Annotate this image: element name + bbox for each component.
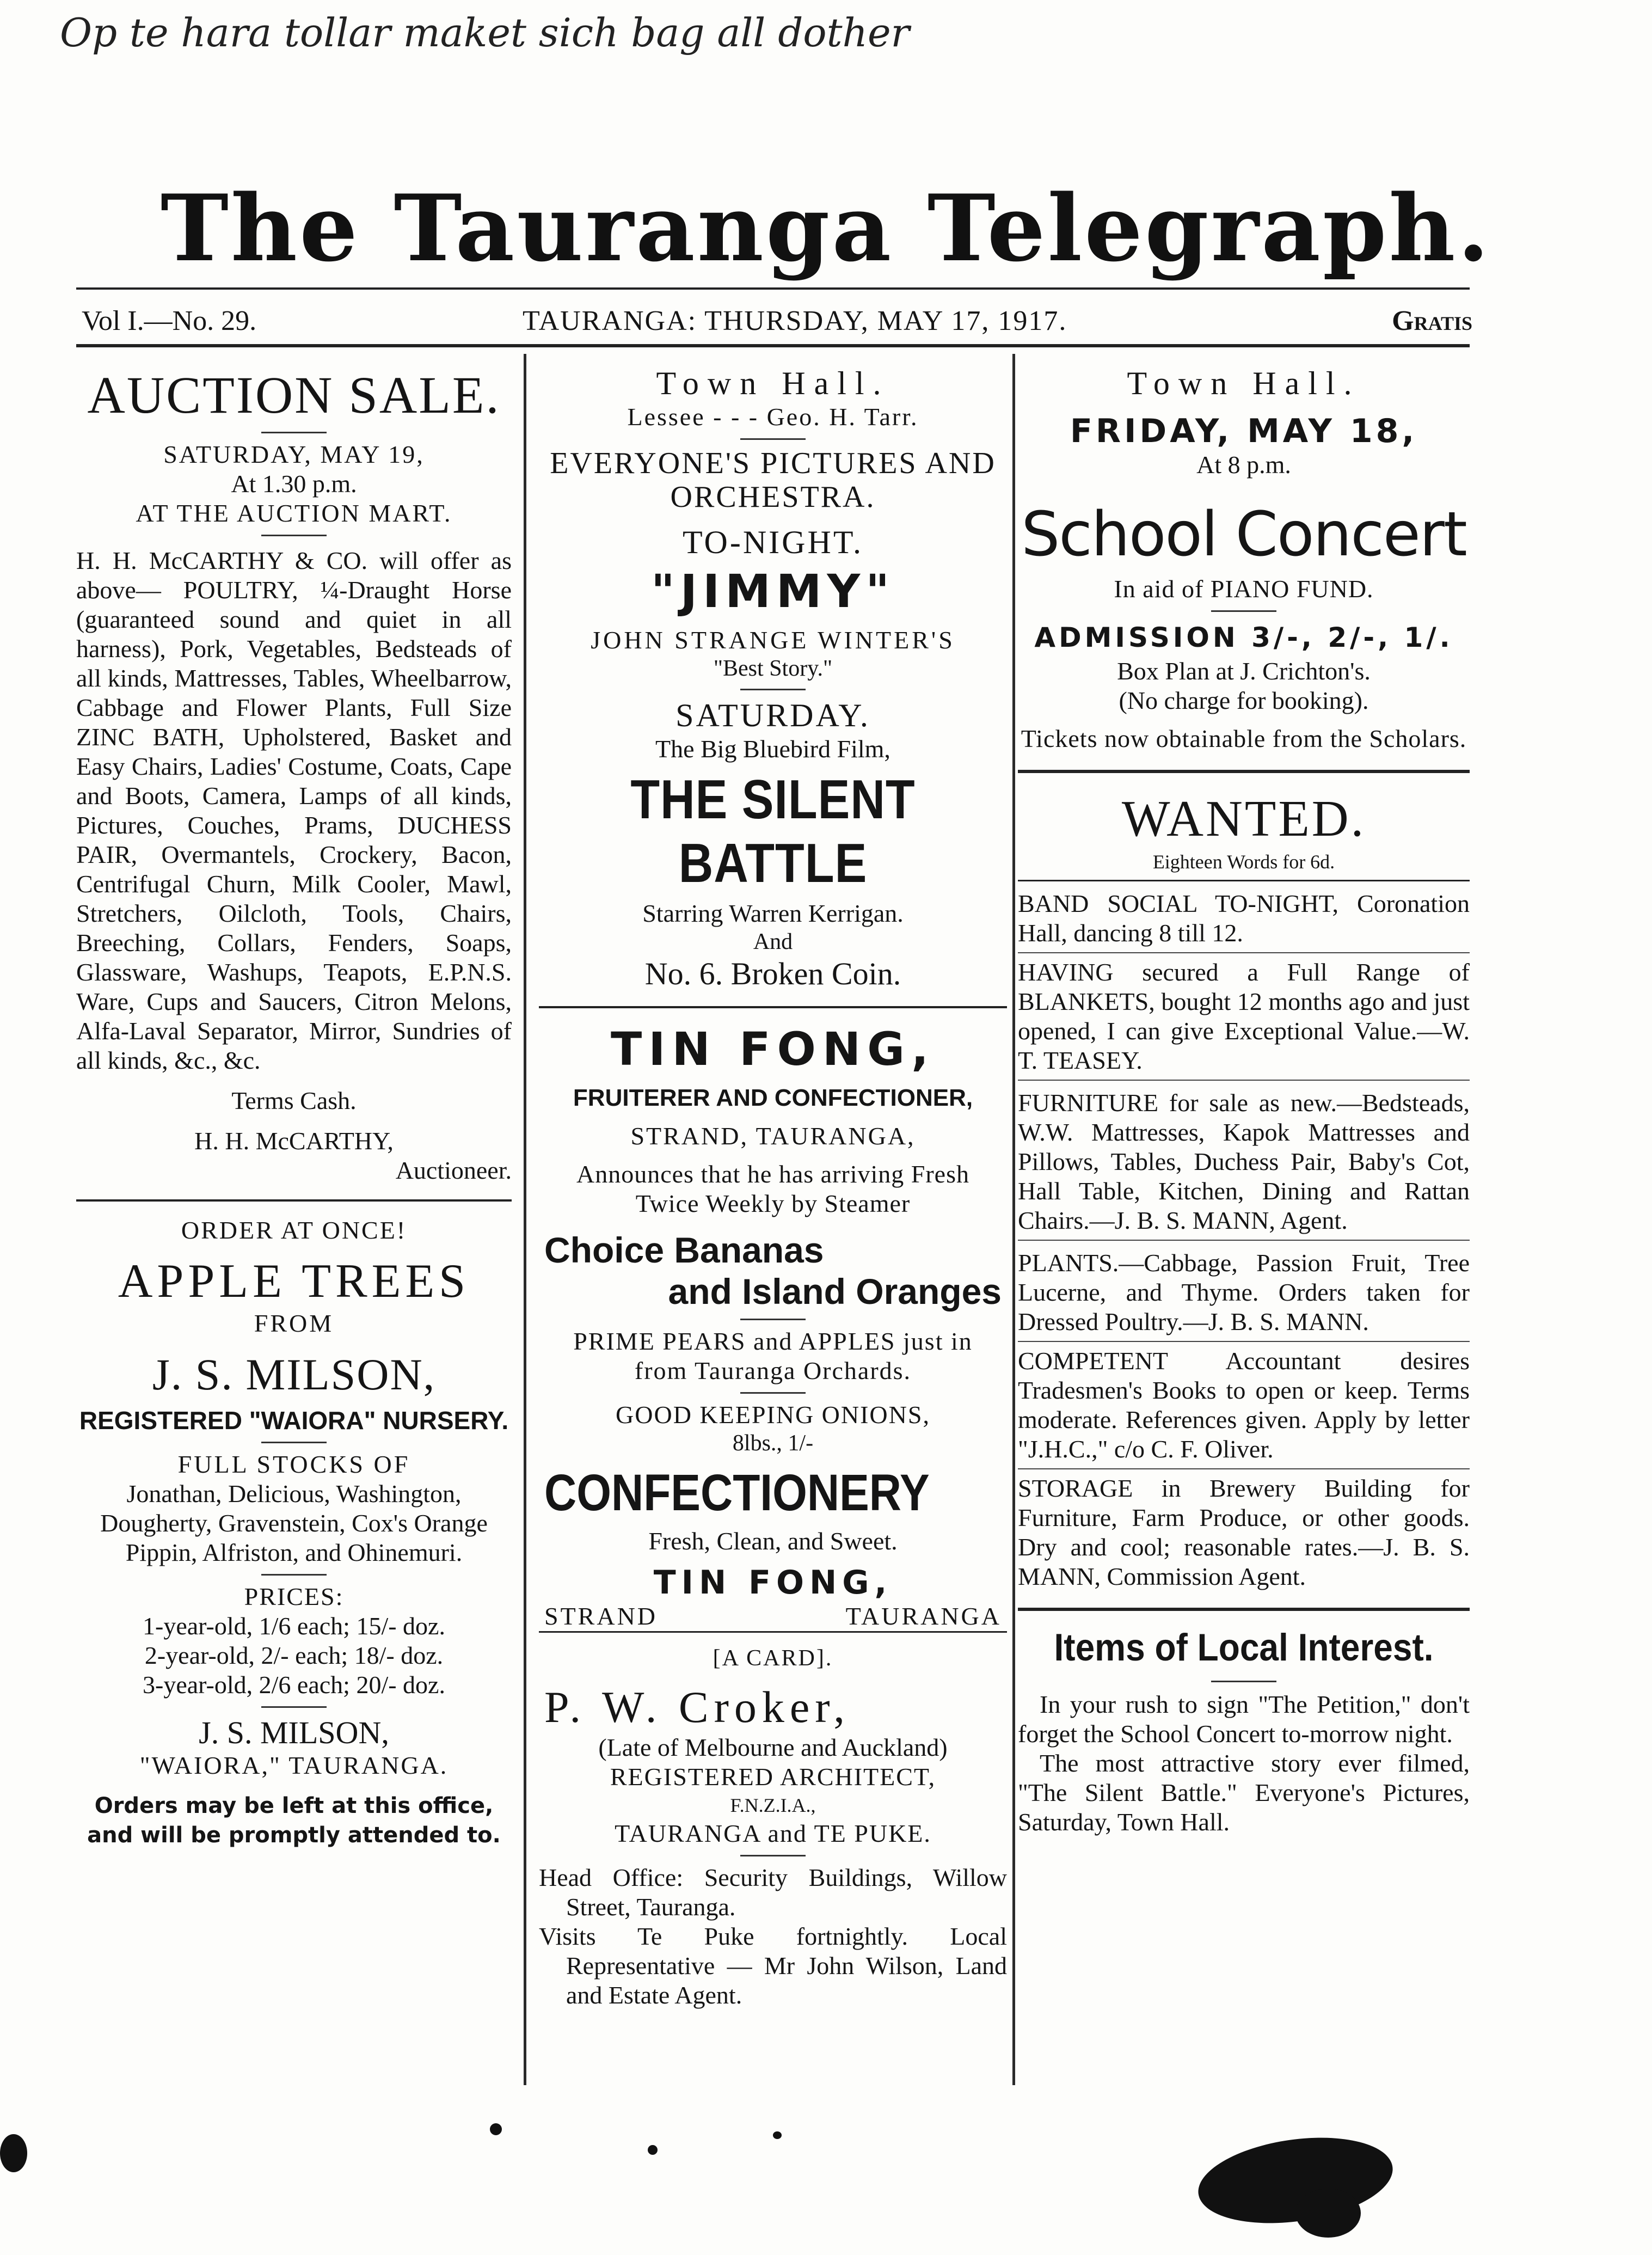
column-2 <box>539 359 1007 2010</box>
lessee-line: Lessee - - - Geo. H. Tarr. <box>627 403 919 431</box>
auction-time: At 1.30 p.m. <box>231 470 357 498</box>
keeping-onions: GOOD KEEPING ONIONS, <box>616 1401 930 1429</box>
price-line: 3-year-old, 2/6 each; 20/- doz. <box>143 1671 445 1699</box>
ink-stain <box>648 2145 658 2155</box>
dateline-date: TAURANGA: THURSDAY, MAY 17, 1917. <box>523 305 1067 336</box>
ink-stain <box>1295 2189 1361 2238</box>
divider <box>261 432 327 433</box>
tauranga-label: TAURANGA <box>845 1602 1002 1630</box>
prime-pears: PRIME PEARS and APPLES just in from Tauranga Orchards. <box>573 1327 973 1384</box>
confectionery-title: CONFECTIONERY <box>544 1464 930 1522</box>
classified-furniture: FURNITURE for sale as new.—Bedsteads, W.W. Mattresses, Kapok Mattresses and Pillows, Tables, Duchess Pair, Baby's Cot, Hall Table, Kitchen, Dining and Rattan Chairs.—J. B. S. MANN, Agent. <box>1018 1088 1470 1241</box>
tin-fong-announce: Announces that he has arriving Fresh Twice Weekly by Steamer <box>576 1160 969 1217</box>
town-hall-heading: Town Hall. <box>1127 365 1361 401</box>
tin-fong-place <box>539 1602 1007 1633</box>
masthead: The Tauranga Telegraph. <box>160 174 1492 282</box>
divider <box>740 1319 806 1320</box>
saturday-heading: SATURDAY. <box>675 697 870 733</box>
box-plan: Box Plan at J. Crichton's. <box>1117 657 1371 685</box>
milson-place: "WAIORA," TAURANGA. <box>139 1751 449 1779</box>
film-story: "Best Story." <box>713 656 833 681</box>
prices-title: PRICES: <box>244 1583 344 1610</box>
divider <box>1211 610 1276 612</box>
local-item: In your rush to sign "The Petition," don't forget the School Concert to-morrow night. <box>1018 1690 1470 1748</box>
volume-number: Vol I.—No. 29. <box>82 305 257 336</box>
croker-place: TAURANGA and TE PUKE. <box>615 1819 931 1847</box>
classified-storage: STORAGE in Brewery Building for Furniture, Farm Produce, or other goods. Dry and cool; reasonable rates.—J. B. S. MANN, Commission Agent. <box>1018 1474 1470 1590</box>
divider <box>740 689 806 690</box>
croker-registered: REGISTERED ARCHITECT, <box>610 1763 936 1791</box>
full-stocks: FULL STOCKS OF <box>177 1450 410 1478</box>
choice-bananas: Choice Bananas <box>544 1230 824 1270</box>
town-hall-heading: Town Hall. <box>656 365 890 401</box>
apple-from: FROM <box>254 1309 334 1337</box>
tin-fong-title: TIN FONG, <box>610 1022 936 1076</box>
concert-time: At 8 p.m. <box>1196 451 1291 479</box>
tickets-note: Tickets now obtainable from the Scholars. <box>1021 725 1467 752</box>
auction-terms: Terms Cash. <box>231 1087 357 1114</box>
ink-stain <box>773 2131 782 2139</box>
price-line: 1-year-old, 1/6 each; 15/- doz. <box>143 1612 445 1640</box>
divider <box>740 438 806 440</box>
wanted-title: WANTED. <box>1121 791 1366 847</box>
wanted-rate: Eighteen Words for 6d. <box>1018 848 1470 881</box>
milson-name: J. S. MILSON, <box>152 1350 436 1399</box>
tin-fong-strand: STRAND, TAURANGA, <box>630 1122 916 1150</box>
divider <box>740 1392 806 1394</box>
croker-name: P. W. Croker, <box>544 1682 850 1732</box>
classified-blankets: HAVING secured a Full Range of BLANKETS, bought 12 months ago and just opened, I can give Exceptional Value.—W. T. TEASEY. <box>1018 958 1470 1081</box>
auction-body: H. H. McCARTHY & CO. will offer as above— POULTRY, ¼-Draught Horse (guaranteed sound and quiet in all harness), Pork, Vegetables, Bedsteads of all kinds, Mattresses, Tables, Wheelbarrow, Cabbage and Flower Plants, Full Size ZINC BATH, Upholstered, Basket and Easy Chairs, Ladies' Costume, Coats, Cape and Boots, Camera, Lamps of all kinds, Pictures, Couches, Prams, DUCHESS PAIR, Overmantels, Crockery, Bacon, Centrifugal Churn, Milk Cooler, Mawl, Stretchers, Oilcloth, Tools, Chairs, Breeching, Collars, Fenders, Soaps, Glassware, Washups, Teapots, E.P.N.S. Ware, Cups and Saucers, Citron Melons, Alfa-Laval Separator, Mirror, Sundries of all kinds, &c., &c. <box>76 547 512 1074</box>
local-item: The most attractive story ever filmed, "The Silent Battle." Everyone's Pictures, Saturday, Town Hall. <box>1018 1749 1470 1836</box>
fresh-clean-sweet: Fresh, Clean, and Sweet. <box>648 1527 898 1555</box>
film-jimmy: "JIMMY" <box>650 565 895 618</box>
concert-date: FRIDAY, MAY 18, <box>1070 412 1418 450</box>
broken-coin-line: No. 6. Broken Coin. <box>644 956 901 991</box>
film-author: JOHN STRANGE WINTER'S <box>591 626 955 654</box>
divider <box>1211 1681 1276 1682</box>
divider <box>740 1855 806 1856</box>
dateline-rule <box>76 344 1470 347</box>
orders-note: Orders may be left at this office, and will be promptly attended to. <box>87 1793 501 1848</box>
section-rule <box>1018 1608 1470 1611</box>
column-3 <box>1018 359 1470 1837</box>
column-divider <box>1012 354 1015 2085</box>
price-line: 2-year-old, 2/- each; 18/- doz. <box>144 1641 444 1669</box>
auction-title: AUCTION SALE. <box>87 366 501 424</box>
ink-stain <box>0 2134 27 2172</box>
apple-varieties: Jonathan, Delicious, Washington, Dougherty, Gravenstein, Cox's Orange Pippin, Alfriston, and Ohinemuri. <box>100 1480 488 1566</box>
croker-fnzia: F.N.Z.I.A., <box>730 1794 816 1816</box>
milson-signature: J. S. MILSON, <box>199 1715 389 1750</box>
auctioneer-name: H. H. McCARTHY, <box>194 1127 394 1155</box>
divider <box>261 1442 327 1443</box>
strand-label: STRAND <box>544 1602 658 1630</box>
section-rule <box>1018 770 1470 773</box>
classified-plants: PLANTS.—Cabbage, Passion Fruit, Tree Lucerne, and Thyme. Orders taken for Dressed Poultry.—J. B. S. MANN. <box>1018 1248 1470 1342</box>
onion-price: 8lbs., 1/- <box>732 1431 814 1456</box>
nursery-name: REGISTERED "WAIORA" NURSERY. <box>79 1406 509 1435</box>
column-divider <box>524 354 526 2085</box>
apple-trees-title: APPLE TREES <box>118 1255 470 1308</box>
silent-battle-title: THE SILENT BATTLE <box>630 768 916 894</box>
divider <box>261 1706 327 1708</box>
everyones-pictures: EVERYONE'S PICTURES AND ORCHESTRA. <box>550 446 996 514</box>
croker-visits: Visits Te Puke fortnightly. Local Representative — Mr John Wilson, Land and Estate Agent. <box>539 1922 1007 2009</box>
handwritten-note: Op te hara tollar maket sich bag all dother <box>60 10 910 56</box>
bluebird-line: The Big Bluebird Film, <box>655 735 891 763</box>
classified-band-social: BAND SOCIAL TO-NIGHT, Coronation Hall, dancing 8 till 12. <box>1018 889 1470 953</box>
croker-late: (Late of Melbourne and Auckland) <box>598 1733 948 1761</box>
starring-line: Starring Warren Kerrigan. <box>642 899 904 927</box>
croker-office: Head Office: Security Buildings, Willow Street, Tauranga. <box>539 1864 1007 1921</box>
island-oranges: and Island Oranges <box>668 1271 1002 1312</box>
and-line: And <box>753 929 793 954</box>
local-interest-title: Items of Local Interest. <box>1054 1626 1434 1669</box>
tin-fong-signature: TIN FONG, <box>653 1564 893 1602</box>
piano-fund: In aid of PIANO FUND. <box>1114 575 1374 603</box>
column-1 <box>76 359 512 1850</box>
tin-fong-sub: FRUITERER AND CONFECTIONER, <box>573 1084 973 1111</box>
section-rule <box>539 1006 1007 1008</box>
a-card: [A CARD]. <box>713 1646 833 1671</box>
ink-stain <box>1193 2127 1398 2235</box>
price: Gratis <box>1392 305 1472 336</box>
auction-date: SATURDAY, MAY 19, <box>163 440 425 468</box>
section-rule <box>76 1199 512 1202</box>
admission-prices: ADMISSION 3/-, 2/-, 1/. <box>1034 622 1453 653</box>
no-charge: (No charge for booking). <box>1119 687 1369 714</box>
divider <box>261 1574 327 1576</box>
divider <box>261 535 327 536</box>
tonight-heading: TO-NIGHT. <box>682 524 864 560</box>
school-concert-title: School Concert <box>1021 499 1466 570</box>
ink-stain <box>490 2123 502 2135</box>
classified-accountant: COMPETENT Accountant desires Tradesmen's Books to open or keep. Terms moderate. References given. Apply by letter "J.H.C.," c/o C. F. Oliver. <box>1018 1346 1470 1469</box>
auctioneer-role: Auctioneer. <box>395 1156 512 1184</box>
auction-place: AT THE AUCTION MART. <box>136 499 452 527</box>
order-notice: ORDER AT ONCE! <box>181 1216 407 1244</box>
masthead-rule <box>76 287 1470 290</box>
